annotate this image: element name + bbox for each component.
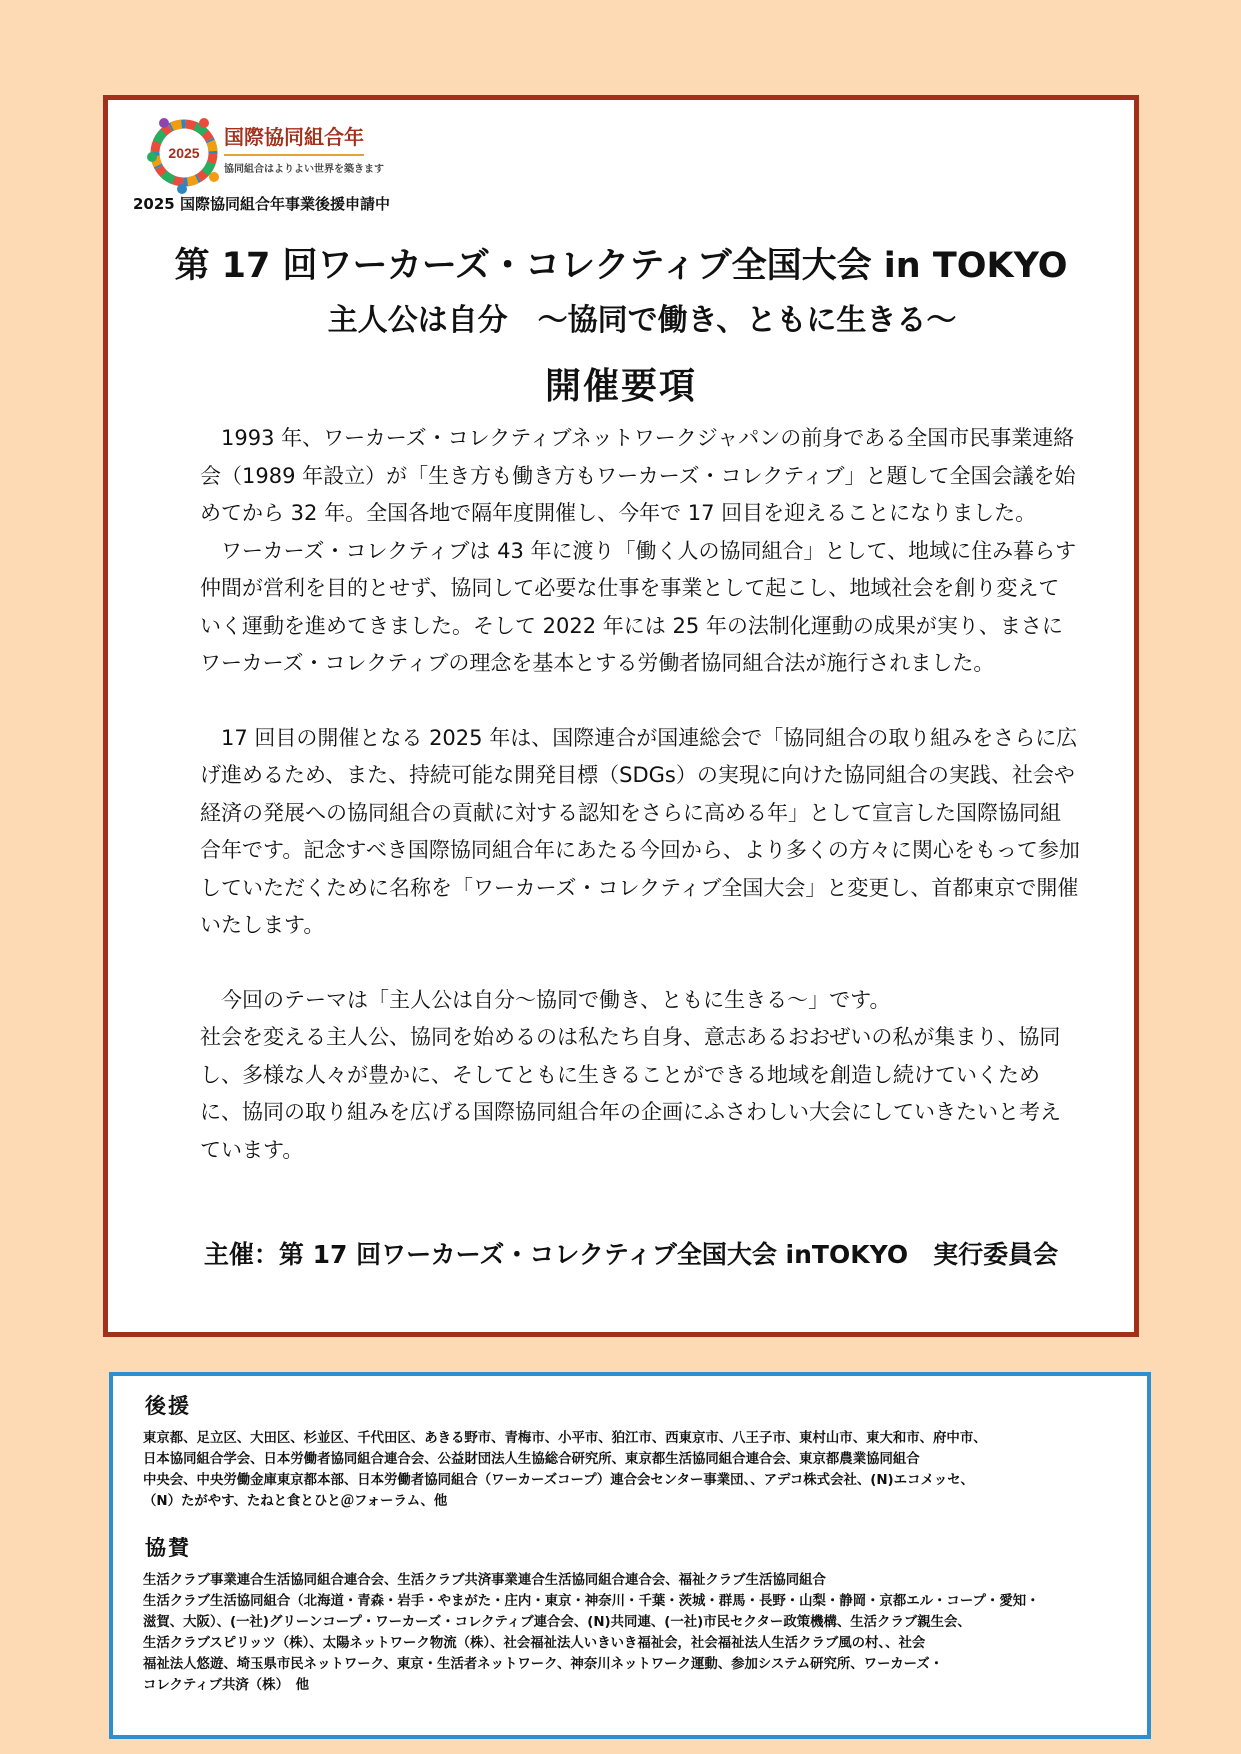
support-list — [143, 1428, 1135, 1512]
support-heading: 後援 — [145, 1394, 191, 1418]
cosponsor-line: 生活クラブ事業連合生活協同組合連合会、生活クラブ共済事業連合生活協同組合連合会、福祉クラブ生活協同組合 — [143, 1573, 826, 1588]
logo-slogan: 協同組合はよりよい世界を築きます — [224, 164, 384, 175]
people-ring-icon — [142, 111, 226, 195]
cosponsor-line: 滋賀、大阪）、(一社)グリーンコープ・ワーカーズ・コレクティブ連合会、(N)共同連、(一社)市民セクター政策機構、生活クラブ親生会、 — [143, 1615, 971, 1630]
section-heading: 開催要項 — [544, 366, 697, 407]
cosponsor-list — [143, 1570, 1135, 1696]
event-title: 第 17 回ワーカーズ・コレクティブ全国大会 in TOKYO — [174, 246, 1068, 286]
cosponsor-line: コレクティブ共済（株） 他 — [143, 1678, 310, 1693]
body-paragraph: 社会を変える主人公、協同を始めるのは私たち自身、意志あるおおぜいの私が集まり、協同し、多様な人々が豊かに、そしてともに生きることができる地域を創造し続けていくために、協同の取り組みを広げる国際協同組合年の企画にふさわしい大会にしていきたいと考えています。 — [200, 1025, 1061, 1162]
support-line: 日本協同組合学会、日本労働者協同組合連合会、公益財団法人生協総合研究所、東京都生活協同組合連合会、東京都農業協同組合 — [143, 1452, 920, 1467]
logo-year: 2025 — [168, 145, 200, 161]
body-paragraph: 17 回目の開催となる 2025 年は、国際連合が国連総会で「協同組合の取り組みをさらに広げ進めるため、また、持続可能な開発目標（SDGs）の実現に向けた協同組合の実践、社会や経済の発展への協同組合の貢献に対する認知をさらに高める年」として宣言した国際協同組合年です。記念すべき国際協同組合年にあたる今回から、より多くの方々に関心をもって参加していただくために名称を「ワーカーズ・コレクティブ全国大会」と変更し、首都東京で開催いたします。 — [200, 725, 1080, 937]
organizer-line: 主催：第 17 回ワーカーズ・コレクティブ全国大会 inTOKYO 実行委員会 — [203, 1240, 1059, 1269]
body-paragraph: 1993 年、ワーカーズ・コレクティブネットワークジャパンの前身である全国市民事業連絡会（1989 年設立）が「生き方も働き方もワーカーズ・コレクティブ」と題して全国会議を始めてから 32 年。全国各地で隔年度開催し、今年で 17 回目を迎えることになりました。 — [200, 426, 1076, 525]
cosponsor-line: 福祉法人悠遊、埼玉県市民ネットワーク、東京・生活者ネットワーク、神奈川ネットワーク運動、参加システム研究所、ワーカーズ・ — [143, 1657, 944, 1672]
cosponsor-line: 生活クラブ生活協同組合（北海道・青森・岩手・やまがた・庄内・東京・神奈川・千葉・茨城・群馬・長野・山梨・静岡・京都エル・コープ・愛知・ — [143, 1594, 1040, 1609]
support-application-note: 2025 国際協同組合年事業後援申請中 — [133, 195, 390, 213]
support-line: （N）たがやす、たねと食とひと＠フォーラム、他 — [143, 1494, 448, 1509]
logo-title: 国際協同組合年 — [224, 121, 364, 156]
cosponsor-line: 生活クラブスピリッツ（株）、太陽ネットワーク物流（株）、社会福祉法人いきいき福祉会，社会福祉法人生活クラブ風の村、、社会 — [143, 1636, 926, 1651]
iyc-2025-logo — [142, 111, 502, 195]
main-notice-panel — [103, 95, 1139, 1337]
support-line: 東京都、足立区、大田区、杉並区、千代田区、あきる野市、青梅市、小平市、狛江市、西東京市、八王子市、東村山市、東大和市、府中市、 — [143, 1431, 987, 1446]
body-paragraph: ワーカーズ・コレクティブは 43 年に渡り「働く人の協同組合」として、地域に住み暮らす仲間が営利を目的とせず、協同して必要な仕事を事業として起こし、地域社会を創り変えていく運動を進めてきました。そして 2022 年には 25 年の法制化運動の成果が実り、まさにワーカーズ・コレクティブの理念を基本とする労働者協同組合法が施行されました。 — [200, 538, 1077, 675]
event-subtitle: 主人公は自分 ～協同で働き、ともに生きる～ — [327, 303, 957, 338]
support-line: 中央会、中央労働金庫東京都本部、日本労働者協同組合（ワーカーズコープ）連合会センター事業団、、アデコ株式会社、(N)エコメッセ、 — [143, 1473, 974, 1488]
cosponsor-heading: 協賛 — [145, 1536, 191, 1560]
sponsors-panel — [109, 1372, 1151, 1739]
body-text — [200, 420, 1080, 1169]
body-paragraph: 今回のテーマは「主人公は自分～協同で働き、ともに生きる～」です。 — [221, 987, 891, 1012]
